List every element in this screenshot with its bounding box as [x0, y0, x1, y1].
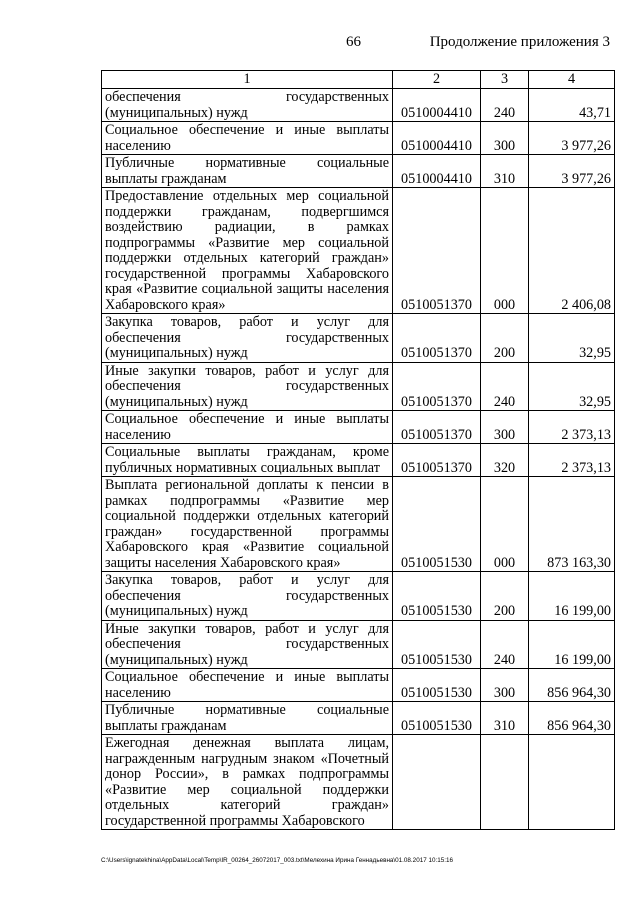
cell-type: 300: [481, 122, 529, 155]
table-row: [102, 477, 615, 572]
table-header-row: [102, 71, 615, 89]
table-row: [102, 362, 615, 411]
cell-type: 200: [481, 314, 529, 363]
page-number: 66: [346, 34, 361, 50]
cell-code: 0510051370: [393, 411, 481, 444]
cell-code: 0510051370: [393, 188, 481, 314]
cell-code: 0510051370: [393, 444, 481, 477]
cell-code: [393, 735, 481, 830]
cell-type: 320: [481, 444, 529, 477]
table-row: [102, 444, 615, 477]
cell-amount: 32,95: [529, 314, 615, 363]
cell-code: 0510051530: [393, 702, 481, 735]
cell-name: Социальное обеспечение и иные выплаты населению: [102, 122, 393, 155]
cell-name: Социальное обеспечение и иные выплаты населению: [102, 669, 393, 702]
cell-code: 0510004410: [393, 155, 481, 188]
cell-type: [481, 735, 529, 830]
cell-code: 0510051530: [393, 669, 481, 702]
cell-name: Социальные выплаты гражданам, кроме публичных нормативных социальных выплат: [102, 444, 393, 477]
cell-amount: 873 163,30: [529, 477, 615, 572]
cell-type: 240: [481, 620, 529, 669]
cell-name: Социальное обеспечение и иные выплаты населению: [102, 411, 393, 444]
cell-amount: 2 373,13: [529, 444, 615, 477]
cell-type: 240: [481, 362, 529, 411]
cell-amount: [529, 735, 615, 830]
table-body: [102, 89, 615, 830]
cell-amount: 43,71: [529, 89, 615, 122]
cell-amount: 3 977,26: [529, 155, 615, 188]
table-row: [102, 620, 615, 669]
table-row: [102, 669, 615, 702]
cell-code: 0510051530: [393, 620, 481, 669]
cell-type: 240: [481, 89, 529, 122]
cell-name: Закупка товаров, работ и услуг для обеспечения государственных (муниципальных) нужд: [102, 314, 393, 363]
header-col-3: 3: [481, 71, 529, 89]
cell-type: 300: [481, 411, 529, 444]
cell-name: Ежегодная денежная выплата лицам, награжденным нагрудным знаком «Почетный донор России», в рамках подпрограммы «Развитие мер социальной поддержки отдельных категорий граждан» государственной программы Хабаровского: [102, 735, 393, 830]
cell-code: 0510051530: [393, 477, 481, 572]
cell-amount: 856 964,30: [529, 669, 615, 702]
cell-name: Закупка товаров, работ и услуг для обеспечения государственных (муниципальных) нужд: [102, 572, 393, 621]
cell-type: 000: [481, 188, 529, 314]
file-path-footer: C:\Users\ignatekhina\AppData\Local\Temp\IR_00264_26072017_003.txt\Мелехина Ирина Геннадьевна\01.08.2017 10:15:16: [101, 857, 453, 864]
cell-type: 300: [481, 669, 529, 702]
table-row: [102, 89, 615, 122]
header-col-4: 4: [529, 71, 615, 89]
table-row: [102, 735, 615, 830]
cell-type: 310: [481, 702, 529, 735]
table-row: [102, 122, 615, 155]
cell-name: Предоставление отдельных мер социальной поддержки гражданам, подвергшимся воздействию радиации, в рамках подпрограммы «Развитие мер социальной поддержки отдельных категорий граждан» государственной программы Хабаровского края «Развитие социальной защиты населения Хабаровского края»: [102, 188, 393, 314]
cell-amount: 2 406,08: [529, 188, 615, 314]
cell-name: Иные закупки товаров, работ и услуг для обеспечения государственных (муниципальных) нужд: [102, 362, 393, 411]
cell-name: Выплата региональной доплаты к пенсии в рамках подпрограммы «Развитие мер социальной поддержки отдельных категорий граждан» государственной программы Хабаровского края «Развитие социальной защиты населения Хабаровского края»: [102, 477, 393, 572]
cell-code: 0510051530: [393, 572, 481, 621]
cell-amount: 32,95: [529, 362, 615, 411]
header-col-1: 1: [102, 71, 393, 89]
cell-type: 200: [481, 572, 529, 621]
cell-code: 0510004410: [393, 89, 481, 122]
cell-amount: 16 199,00: [529, 572, 615, 621]
table-row: [102, 155, 615, 188]
budget-table: [101, 70, 615, 830]
cell-name: Публичные нормативные социальные выплаты гражданам: [102, 155, 393, 188]
cell-name: обеспечения государственных (муниципальных) нужд: [102, 89, 393, 122]
continuation-label: Продолжение приложения 3: [429, 34, 610, 50]
table-row: [102, 572, 615, 621]
cell-code: 0510051370: [393, 362, 481, 411]
cell-code: 0510004410: [393, 122, 481, 155]
table-row: [102, 188, 615, 314]
header-col-2: 2: [393, 71, 481, 89]
cell-type: 310: [481, 155, 529, 188]
cell-name: Публичные нормативные социальные выплаты гражданам: [102, 702, 393, 735]
table-row: [102, 411, 615, 444]
cell-code: 0510051370: [393, 314, 481, 363]
cell-type: 000: [481, 477, 529, 572]
cell-amount: 856 964,30: [529, 702, 615, 735]
cell-amount: 16 199,00: [529, 620, 615, 669]
cell-amount: 3 977,26: [529, 122, 615, 155]
table-row: [102, 314, 615, 363]
cell-name: Иные закупки товаров, работ и услуг для обеспечения государственных (муниципальных) нужд: [102, 620, 393, 669]
table-row: [102, 702, 615, 735]
cell-amount: 2 373,13: [529, 411, 615, 444]
